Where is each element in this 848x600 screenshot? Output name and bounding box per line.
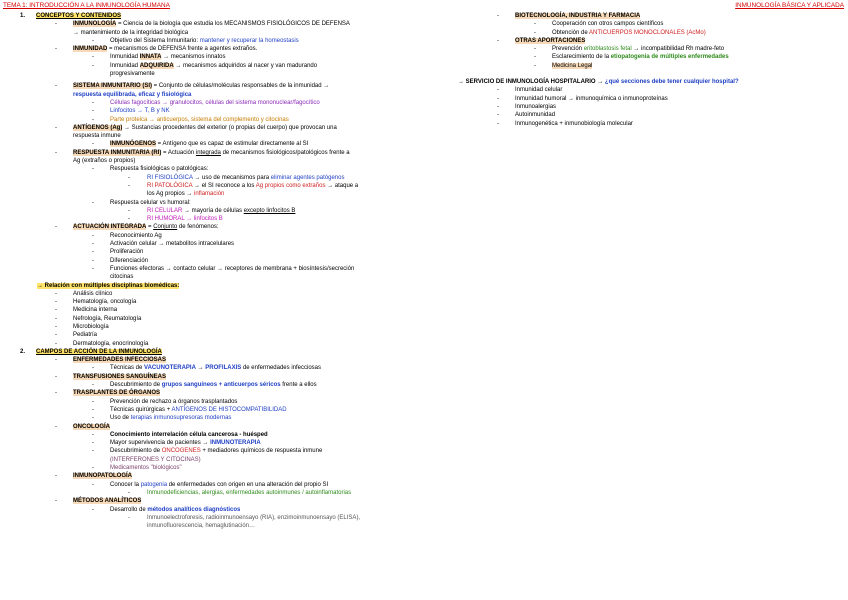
list-item: - Conocimiento interrelación célula cancerosa - huésped bbox=[92, 431, 268, 438]
list-item: - Inmunodeficiencias, alergias, enfermedades autoinmunes / autoinflamatorias bbox=[128, 489, 352, 496]
list-item: - Técnicas de VACUNOTERAPIA → PROFILAXIS de enfermedades infecciosas bbox=[92, 365, 321, 372]
header-subject: INMUNOLOGÍA BÁSICA Y APLICADA bbox=[735, 2, 844, 9]
list-item: - Esclarecimiento de la etiopatogenia de múltiples enfermedades bbox=[534, 54, 729, 61]
list-item: - Parte proteica → anticuerpos, sistema del complemento y citocinas bbox=[92, 116, 289, 123]
list-item: - Dermatología, enocrinología bbox=[55, 340, 149, 347]
list-item: - ANTÍGENOS (Ag) → Sustancias procedentes del exterior (o propias del cuerpo) que provocan una bbox=[55, 124, 337, 131]
list-item: - Respuesta fisiológicas o patológicas: bbox=[92, 166, 209, 173]
list-item: - RI HUMORAL → linfocitos B bbox=[128, 216, 223, 223]
list-item: - Desarrollo de métodos analíticos diagnósticos bbox=[92, 506, 241, 513]
list-item: - Hematología, oncología bbox=[55, 299, 137, 306]
list-item: - INMUNÓGENOS = Antígeno que es capaz de estimular directamente al SI bbox=[92, 141, 309, 148]
list-item: - Nefrología, Reumatología bbox=[55, 315, 142, 322]
list-item: los Ag propios → inflamación bbox=[147, 191, 225, 198]
list-item: - RESPUESTA INMUNITARIA (RI) = Actuación integrada de mecanismos fisiológicos/patológicos frente a bbox=[55, 149, 350, 156]
list-item: - Análisis clínico bbox=[55, 290, 113, 297]
list-item: - Conocer la patogenia de enfermedades con origen en una alteración del propio SI bbox=[92, 481, 329, 488]
list-item: - Inmunidad ADQUIRIDA → mecanismos adquiridos al nacer y van madurando bbox=[92, 62, 318, 69]
list-item: - Linfocitos → T, B y NK bbox=[92, 108, 170, 115]
list-item: - Reconocimiento Ag bbox=[92, 232, 162, 239]
list-item: - Objetivo del Sistema Inmunitario: mantener y recuperar la homeostasis bbox=[92, 37, 299, 44]
list-item: inmunofluorescencia, hemaglutinación… bbox=[147, 523, 256, 530]
list-item: - MÉTODOS ANALÍTICOS bbox=[55, 498, 142, 505]
list-item: - Activación celular → metabolitos intracelulares bbox=[92, 241, 235, 248]
list-item: progresivamente bbox=[110, 71, 155, 78]
list-item: - Inmunogenética + inmunobiología molecular bbox=[497, 120, 633, 127]
list-item: - Inmunoalergias bbox=[497, 103, 557, 110]
list-item: - SISTEMA INMUNITARIO (SI) = Conjunto de células/moléculas responsables de la inmunidad → bbox=[55, 83, 330, 90]
list-item: - INMUNIDAD = mecanismos de DEFENSA frente a agentes extraños. bbox=[55, 46, 258, 53]
list-item: - Pediatría bbox=[55, 332, 98, 339]
list-item: - Inmunidad humoral → inmunoquímica o inmunoproteínas bbox=[497, 95, 668, 102]
list-item: - ENFERMEDADES INFECCIOSAS bbox=[55, 357, 167, 364]
list-item: - OTRAS APORTACIONES bbox=[497, 37, 586, 44]
list-item: - Células fagocíticas → granulocitos, células del sistema mononuclear/fagocítico bbox=[92, 99, 320, 106]
list-item: - Cooperación con otros campos científicos bbox=[534, 21, 664, 28]
list-item: - Mayor supervivencia de pacientes → INMUNOTERAPIA bbox=[92, 440, 261, 447]
list-item: - Medicamentos "biológicos" bbox=[92, 465, 182, 472]
section-2-heading: 2. CAMPOS DE ACCIÓN DE LA INMUNOLOGÍA bbox=[20, 348, 162, 355]
list-item: - TRASPLANTES DE ÓRGANOS bbox=[55, 390, 161, 397]
list-item: - Descubrimiento de grupos sanguíneos + anticuerpos séricos frente a ellos bbox=[92, 382, 317, 389]
section-1-heading: 1. CONCEPTOS Y CONTENIDOS bbox=[20, 13, 122, 19]
list-item: → mantenimiento de la integridad biológica bbox=[73, 29, 189, 36]
list-item: - Respuesta celular vs humoral: bbox=[92, 199, 191, 206]
list-item: - Microbiología bbox=[55, 323, 109, 330]
list-item: (INTERFERONES Y CITOCINAS) bbox=[110, 456, 201, 463]
service-heading: → SERVICIO DE INMUNOLOGÍA HOSPITALARIO → ¿qué secciones debe tener cualquier hospital? bbox=[458, 79, 739, 86]
relation-heading: → Relación con múltiples disciplinas biomédicas: bbox=[37, 282, 180, 289]
list-item: - Medicina interna bbox=[55, 307, 118, 314]
header-title: TEMA 1: INTRODUCCIÓN A LA INMUNOLOGÍA HUMANA bbox=[3, 2, 170, 9]
list-item: - Obtención de ANTICUERPOS MONOCLONALES (AcMo) bbox=[534, 29, 706, 36]
list-item: Ag (extraños o propios) bbox=[73, 158, 136, 165]
list-item: respuesta inmune bbox=[73, 133, 121, 140]
list-item: - BIOTECNOLOGÍA, INDUSTRIA Y FARMACIA bbox=[497, 13, 641, 19]
list-item: - Autoinmunidad bbox=[497, 112, 556, 119]
list-item: respuesta equilibrada, eficaz y fisiológica bbox=[73, 91, 192, 98]
list-item: - RI FISIOLÓGICA → uso de mecanismos para eliminar agentes patógenos bbox=[128, 174, 345, 181]
list-item: - Medicina Legal bbox=[534, 62, 593, 69]
list-item: - ACTUACIÓN INTEGRADA = Conjunto de fenómenos: bbox=[55, 224, 219, 231]
list-item: citocinas bbox=[110, 274, 134, 281]
list-item: - Diferenciación bbox=[92, 257, 149, 264]
list-item: - ONCOLOGÍA bbox=[55, 423, 110, 430]
list-item: - Prevención eritoblastosis fetal → incompatibilidad Rh madre-feto bbox=[534, 46, 725, 53]
list-item: - Prevención de rechazo a órganos trasplantados bbox=[92, 398, 238, 405]
list-item: - RI PATOLÓGICA → el SI reconoce a los Ag propios como extraños → ataque a bbox=[128, 182, 359, 189]
list-item: - Funciones efectoras → contacto celular → receptores de membrana + biosíntesis/secreción bbox=[92, 265, 355, 272]
list-item: - Inmunidad celular bbox=[497, 87, 563, 94]
list-item: - Proliferación bbox=[92, 249, 144, 256]
list-item: - Descubrimiento de ONCOGENES + mediadores químicos de respuesta inmune bbox=[92, 448, 323, 455]
right-column bbox=[455, 12, 845, 128]
list-item: - Inmunidad INNATA → mecanismos innatos bbox=[92, 54, 226, 61]
list-item: - Inmunoelectroforesis, radioinmunoensayo (RIA), enzimoinmunoensayo (ELISA), bbox=[128, 514, 361, 521]
list-item: - TRANSFUSIONES SANGUÍNEAS bbox=[55, 373, 167, 380]
list-item: - INMUNOLOGÍA = Ciencia de la biología que estudia los MECANISMOS FISIOLÓGICOS DE DEFENSA bbox=[55, 21, 350, 28]
list-item: - RI CELULAR → mayoría de células excepto linfocitos B bbox=[128, 207, 296, 214]
list-item: - Uso de terapias inmunosupresoras modernas bbox=[92, 415, 232, 422]
list-item: - Técnicas quirúrgicas + ANTÍGENOS DE HISTOCOMPATIBILIDAD bbox=[92, 406, 287, 413]
left-column bbox=[0, 12, 420, 530]
list-item: - INMUNOPATOLOGÍA bbox=[55, 473, 132, 480]
